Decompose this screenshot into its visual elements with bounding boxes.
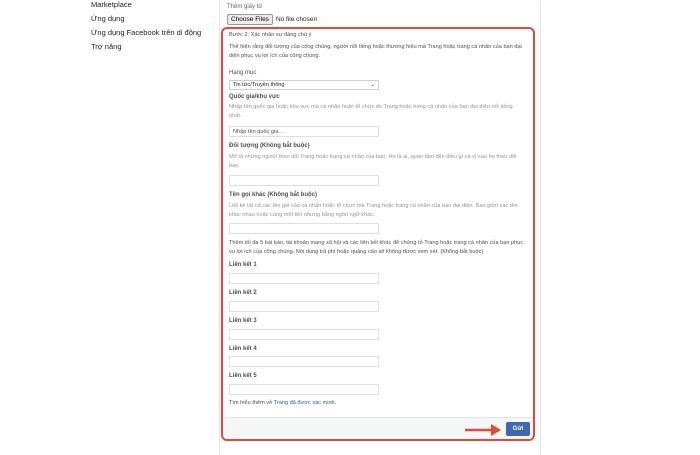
link-3-label: Liên kết 3 (229, 318, 257, 324)
country-label: Quốc gia/khu vực (229, 94, 280, 100)
learn-more (229, 399, 525, 408)
sidebar-item-accessibility[interactable]: Trợ năng (91, 42, 122, 51)
category-select[interactable] (229, 80, 379, 90)
choose-files-button[interactable]: Choose Files (227, 14, 273, 25)
link-3-input[interactable] (229, 329, 379, 340)
alias-input[interactable] (229, 223, 379, 234)
audience-label: Đối tượng (Không bắt buộc) (229, 143, 310, 149)
link-5-label: Liên kết 5 (229, 373, 257, 379)
file-status: No file chosen (275, 16, 318, 23)
links-desc: Thêm tối đa 5 bài báo, tài khoản mạng xã hội và các liên kết khác để chứng tỏ Trang hoặc trang cá nhân của bạn phục vụ lợi ích của công chúng. Nội dung trả phí hoặc quảng cáo sẽ không được xem xét. (Không bắt buộc) (229, 240, 524, 255)
file-input[interactable] (227, 14, 317, 25)
audience-desc: Mô tả những người theo dõi Trang hoặc trang cá nhân của bạn: Họ là ai, quan tâm đến điều gì và vì sao họ theo dõi bạn. (229, 154, 517, 169)
alias-label: Tên gọi khác (Không bắt buộc) (229, 192, 317, 198)
link-4-label: Liên kết 4 (229, 346, 257, 352)
link-1-label: Liên kết 1 (229, 262, 257, 268)
step-desc: Thể hiện rằng đối tượng của công chúng, người nổi tiếng hoặc thương hiệu mà Trang hoặc trang cá nhân của bạn đại diện phục vụ lợi ích của công chúng. (229, 44, 522, 59)
link-2-label: Liên kết 2 (229, 290, 257, 296)
arrow-annotation-icon (463, 423, 503, 437)
submit-button[interactable]: Gửi (506, 422, 530, 436)
notability-section (221, 27, 535, 441)
upload-label: Thêm giấy tờ (227, 4, 263, 10)
link-1-input[interactable] (229, 273, 379, 284)
country-desc: Nhập tên quốc gia hoặc khu vực mà cá nhân hoặc tổ chức do Trang hoặc trang cá nhân của bạn đại diện nổi tiếng nhất. (229, 104, 513, 119)
link-2-input[interactable] (229, 301, 379, 312)
country-input[interactable]: Nhập tên quốc gia... (229, 126, 379, 137)
alias-desc: Liệt kê tất cả các tên gọi của cá nhân hoặc tổ chức mà Trang hoặc trang cá nhân của bạn đại diện. Bao gồm các tên khác nhau hoặc cùng một tên nhưng bằng ngôn ngữ khác. (229, 203, 518, 218)
audience-input[interactable] (229, 175, 379, 186)
category-label: Hạng mục (229, 70, 257, 76)
sidebar-item-marketplace[interactable]: Marketplace (91, 0, 132, 9)
category-value: Tin tức/Truyền thông (233, 82, 285, 88)
learn-more-prefix: Tìm hiểu thêm về (229, 400, 274, 406)
chevron-down-icon: ⌄ (370, 82, 375, 88)
step-title: Bước 2: Xác nhận sự đáng chú ý (229, 32, 312, 38)
link-5-input[interactable] (229, 384, 379, 395)
sidebar-item-apps[interactable]: Ứng dụng (91, 14, 125, 23)
sidebar (91, 0, 221, 56)
verified-pages-link[interactable]: Trang đã được xác minh. (273, 400, 337, 406)
link-4-input[interactable] (229, 356, 379, 367)
sidebar-item-mobile-apps[interactable]: Ứng dụng Facebook trên di động (91, 28, 202, 37)
